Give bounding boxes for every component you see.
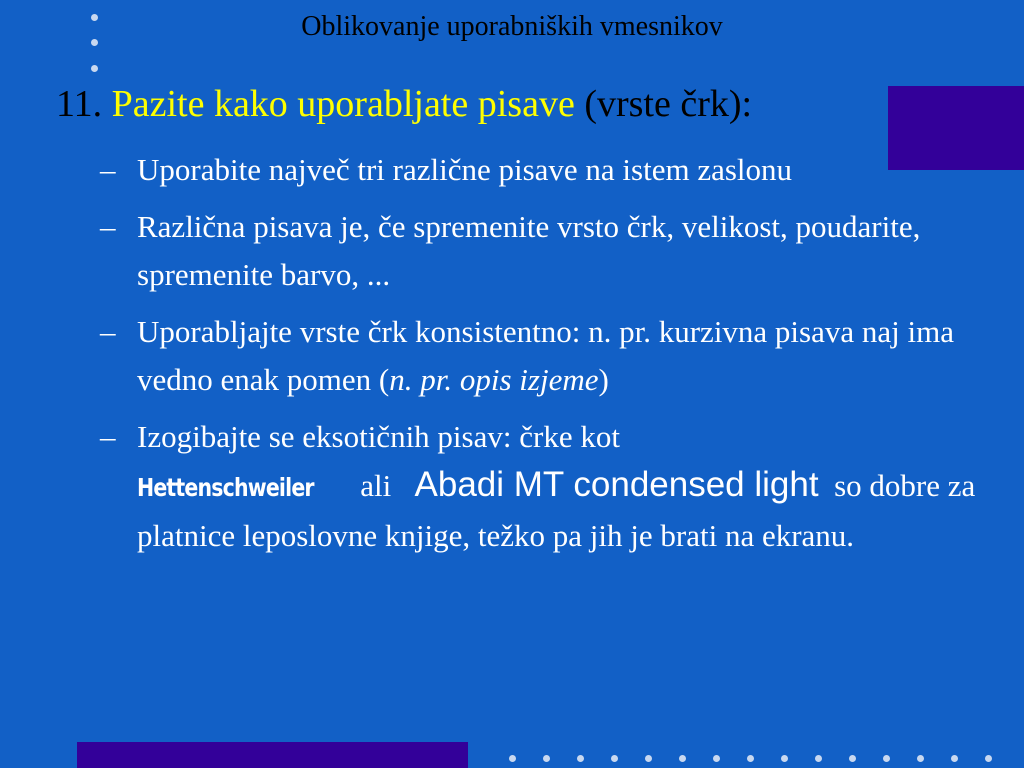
decorative-dot [679,755,686,762]
bullet-text: Izogibajte se eksotičnih pisav: črke kot [137,419,620,454]
decorative-dot [91,65,98,72]
bullet-item [100,146,1000,194]
bullet-text: Različna pisava je, če spremenite vrsto črk, velikost, poudarite, spremenite barvo, ... [137,209,921,292]
decorative-dot [611,755,618,762]
bullet-close-paren: ) [598,362,609,397]
decorative-dot [577,755,584,762]
decorative-dot [509,755,516,762]
decorative-dot [917,755,924,762]
decorative-dot [815,755,822,762]
title-number: 11. [56,83,103,125]
decorative-dot [849,755,856,762]
decorative-dot [883,755,890,762]
bullet-list [100,146,1000,569]
decorative-dot [713,755,720,762]
bullet-italic-text: n. pr. opis izjeme [389,362,599,397]
bullet-connector: ali [360,468,392,503]
title-rest: (vrste črk): [584,83,753,125]
slide-header: Oblikovanje uporabniških vmesnikov [301,11,723,42]
decorative-dot [985,755,992,762]
bullet-item [100,203,1000,299]
bullet-rest-text: so dobre za platnice leposlovne knjige, težko pa jih je brati na ekranu. [137,468,976,553]
bullet-item [100,413,1000,560]
bullet-text: Uporabite največ tri različne pisave na istem zaslonu [137,152,793,187]
bullet-item [100,308,1000,404]
bullet-dash: – [100,209,116,244]
slide-title [56,80,752,128]
decorative-dot [951,755,958,762]
title-highlight: Pazite kako uporabljate pisave [111,83,575,125]
decorative-bar-bottom [77,742,468,768]
bullet-text: Uporabljajte vrste črk konsistentno: n. pr. kurzivna pisava naj ima vedno enak pomen ( [137,314,954,397]
decorative-dot [781,755,788,762]
font-sample-hettenschweiler: Hettenschweiler [137,473,314,502]
font-sample-abadi: Abadi MT condensed light [414,465,819,504]
bullet-dash: – [100,314,116,349]
decorative-dot [747,755,754,762]
decorative-dot [543,755,550,762]
bullet-dash: – [100,419,116,454]
decorative-dot [645,755,652,762]
bullet-dash: – [100,152,116,187]
